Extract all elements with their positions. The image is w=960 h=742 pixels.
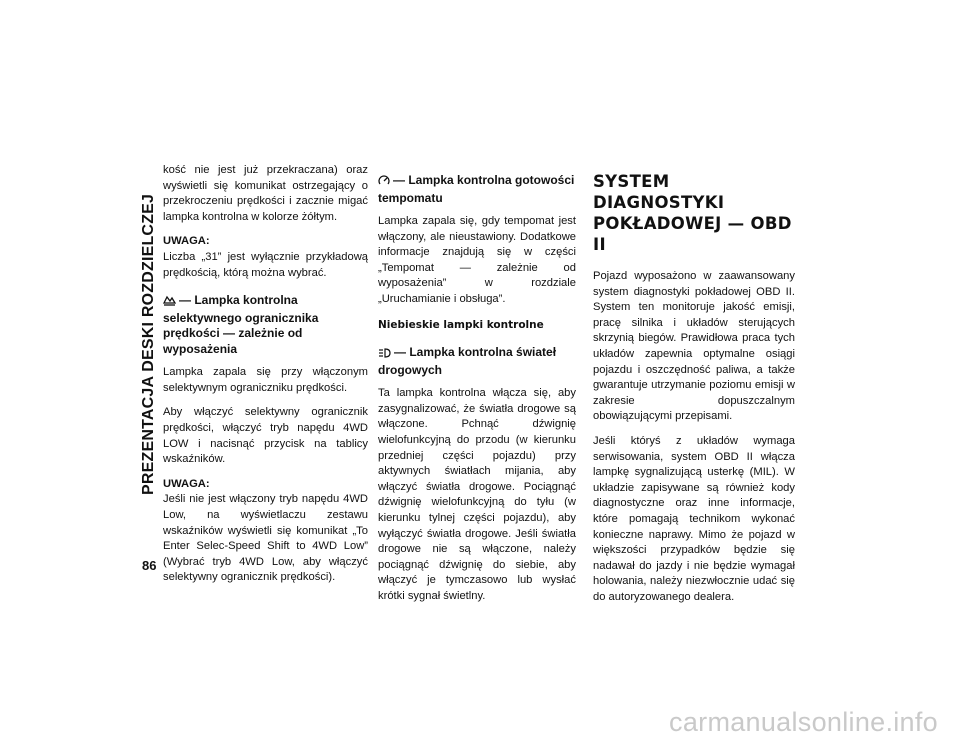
section-heading — [163, 293, 368, 357]
section-heading — [378, 173, 576, 206]
subsection-heading: Niebieskie lampki kontrolne — [378, 318, 544, 331]
paragraph: Jeśli któryś z układów wymaga serwisowania, system OBD II włącza lampkę sygnalizującą usterkę (MIL). W układzie zapisywane są również kody diagnostyczne oraz inne informacje, które pomagają technikom wykonać konieczne naprawy. Mimo że pojazd w większości przypadków będzie się nadawał do jazdy i nie będzie wymagał holowania, należy niezwłocznie udać się do autoryzowanego dealera. — [593, 434, 795, 603]
heading-text: — Lampka kontrolna świateł drogowych — [378, 345, 557, 377]
column-1 — [163, 163, 368, 595]
paragraph: Ta lampka kontrolna włącza się, aby zasygnalizować, że światła drogowe są włączone. Pchnąć dźwignię wielofunkcyjną do przodu (w kierunku przedniej części pojazdu) przy aktywnych światłach mijania, aby włączyć światła drogowe. Pociągnąć dźwignię wielofunkcyjną do tyłu (w kierunku tylnej części pojazdu), aby wyłączyć światła drogowe. Jeśli światła drogowe nie są włączone, należy pociągnąć dźwignię do siebie, aby włączyć je tymczasowo lub wysłać krótki sygnał świetlny. — [378, 387, 576, 602]
selec-speed-icon — [163, 294, 176, 311]
note — [163, 477, 368, 586]
section-heading — [378, 345, 576, 378]
note-label: UWAGA: — [163, 235, 210, 248]
paragraph: Lampka zapala się, gdy tempomat jest włączony, ale nieustawiony. Dodatkowe informacje znajdują się w części „Tempomat — zależnie od wyposażenia” w rozdziale „Uruchamianie i obsługa”. — [378, 215, 576, 305]
note-label: UWAGA: — [163, 477, 210, 490]
watermark: carmanualsonline.info — [669, 707, 938, 737]
cruise-ready-icon — [378, 174, 390, 191]
heading-line: SYSTEM DIAGNOSTYKI — [593, 172, 725, 212]
section-heading-large — [593, 171, 795, 255]
paragraph: kość nie jest już przekraczana) oraz wyświetli się komunikat ostrzegający o przekroczeniu prędkości i zacznie migać lampka kontrolna w kolorze żółtym. — [163, 164, 368, 223]
column-3 — [593, 163, 795, 614]
note-text: Liczba „31” jest wyłącznie przykładową prędkością, którą można wybrać. — [163, 250, 368, 279]
page-number: 86 — [142, 558, 157, 573]
paragraph: Pojazd wyposażono w zaawansowany system diagnostyki pokładowej OBD II. System ten monitoruje jakość emisji, pracę silnika i układów sterujących skrzynią biegów. Prawidłowa praca tych układów zapewnia optymalne osiągi pojazdu i oszczędność paliwa, a także gwarantuje utrzymanie poziomu emisji w zakresie dopuszczalnym obowiązującymi przepisami. — [593, 270, 795, 423]
side-section-title: PREZENTACJA DESKI ROZDZIELCZEJ — [140, 193, 157, 495]
paragraph: Aby włączyć selektywny ogranicznik prędkości, włączyć tryb napędu 4WD LOW i nacisnąć przycisk na tablicy wskaźników. — [163, 406, 368, 466]
heading-line: POKŁADOWEJ — OBD II — [593, 214, 792, 254]
paragraph: Lampka zapala się przy włączonym selektywnym ograniczniku prędkości. — [163, 366, 368, 394]
note — [163, 234, 368, 281]
note-text: Jeśli nie jest włączony tryb napędu 4WD Low, na wyświetlaczu zestawu wskaźników wyświetli się komunikat „To Enter Selec-Speed Shift to 4WD Low” (Wybrać tryb 4WD Low, aby włączyć selektywny ogranicznik prędkości). — [163, 493, 368, 584]
column-2 — [378, 163, 576, 613]
heading-text: — Lampka kontrolna gotowości tempomatu — [378, 173, 575, 205]
high-beam-icon — [378, 347, 391, 363]
heading-text: — Lampka kontrolna selektywnego ogranicznika prędkości — zależnie od wyposażenia — [163, 293, 319, 356]
